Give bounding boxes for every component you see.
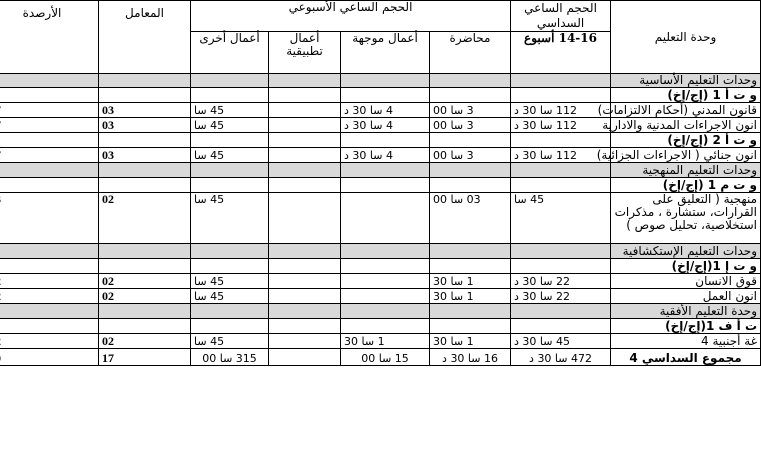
cell-other: 45 سا [191,334,269,349]
cell-credits [0,163,99,178]
cell-credits [0,118,99,133]
cell-coef: 02 [99,334,191,349]
cell-credits [0,289,99,304]
cell-credits [0,334,99,349]
header-coefficient: المعامل [99,1,191,74]
cell-lecture: 1 سا 30 [430,289,511,304]
cell-semester [511,259,611,274]
table-row [0,334,761,349]
cell-lecture: 3 سا 00 [430,148,511,163]
cell-credits [0,88,99,103]
cell-credits [0,133,99,148]
header-unit: وحدة التعليم [611,1,761,74]
table-row [0,118,761,133]
cell-coef [99,88,191,103]
cell-directed [341,193,430,244]
cell-unit: و ت أ 1 (إج/إخ) [611,88,761,103]
cell-applied [269,334,341,349]
cell-lecture: 16 سا 30 د [430,349,511,366]
cell-other: 45 سا [191,118,269,133]
cell-coef [99,74,191,88]
cell-semester: 112 سا 30 د [511,103,611,118]
cell-unit: قوق الانسان [611,274,761,289]
cell-lecture [430,244,511,259]
cell-credits [0,304,99,319]
cell-applied [269,178,341,193]
cell-applied [269,319,341,334]
cell-directed: 1 سا 30 [341,334,430,349]
cell-directed [341,74,430,88]
cell-other: 45 سا [191,103,269,118]
cell-lecture: 3 سا 00 [430,118,511,133]
cell-coef [99,178,191,193]
header-credits: الأرصدة [0,1,99,74]
cell-directed [341,319,430,334]
cell-directed: 4 سا 30 د [341,118,430,133]
cell-coef [99,259,191,274]
cell-unit: وحدات التعليم الإستكشافية [611,244,761,259]
cell-applied [269,274,341,289]
cell-directed [341,133,430,148]
cell-directed [341,274,430,289]
cell-other: 45 سا [191,193,269,244]
cell-directed [341,163,430,178]
cell-semester: 112 سا 30 د [511,118,611,133]
cell-lecture [430,133,511,148]
cell-other: 45 سا [191,148,269,163]
cell-unit: وحدات التعليم المنهجية [611,163,761,178]
header-directed: أعمال موجهة [341,32,430,74]
cell-lecture [430,304,511,319]
cell-semester: 22 سا 30 د [511,274,611,289]
cell-semester [511,178,611,193]
cell-coef [99,244,191,259]
table-row [0,148,761,163]
header-semester-volume: الحجم الساعي السداسي [511,1,611,32]
cell-semester [511,88,611,103]
cell-unit: ت أ ف 1(إج/إخ) [611,319,761,334]
cell-credits [0,103,99,118]
cell-directed [341,244,430,259]
table-row [0,193,761,244]
cell-unit: وحدة التعليم الأفقية [611,304,761,319]
cell-applied [269,163,341,178]
cell-unit: و ت أ 2 (إج/إخ) [611,133,761,148]
cell-other: 315 سا 00 [191,349,269,366]
cell-applied [269,118,341,133]
cell-semester: 112 سا 30 د [511,148,611,163]
cell-coef [99,319,191,334]
cell-lecture: 3 سا 00 [430,103,511,118]
cell-unit: قانون المدني (أحكام الالتزامات) [611,103,761,118]
cell-coef: 03 [99,148,191,163]
cell-semester: 472 سا 30 د [511,349,611,366]
cell-unit: انون العمل [611,289,761,304]
cell-unit: منهجية ( التعليق على القرارات، ستشارة ، مذكرات استخلاصية، تحليل صوص ) [611,193,761,244]
cell-lecture [430,319,511,334]
cell-applied [269,349,341,366]
cell-unit: انون الاجراءات المدنية والادارية [611,118,761,133]
cell-semester [511,244,611,259]
cell-credits [0,319,99,334]
subsection-row [0,319,761,334]
cell-other [191,163,269,178]
header-weeks: 14-16 أسبوع [511,32,611,74]
cell-lecture: 03 سا 00 [430,193,511,244]
cell-coef: 03 [99,103,191,118]
cell-unit: وحدات التعليم الأساسية [611,74,761,88]
section-row [0,244,761,259]
cell-credits [0,259,99,274]
cell-coef: 17 [99,349,191,366]
cell-credits [0,178,99,193]
cell-coef: 02 [99,289,191,304]
cell-applied [269,193,341,244]
cell-lecture [430,178,511,193]
cell-directed [341,88,430,103]
cell-credits [0,349,99,366]
cell-unit: و ت م 1 (إج/إخ) [611,178,761,193]
cell-unit: مجموع السداسي 4 [611,349,761,366]
cell-applied [269,148,341,163]
cell-coef [99,304,191,319]
cell-applied [269,74,341,88]
cell-unit: انون جنائي ( الاجراءات الجزائية) [611,148,761,163]
header-other: أعمال أخرى [191,32,269,74]
cell-applied [269,103,341,118]
table-row [0,274,761,289]
cell-other [191,74,269,88]
cell-unit: و ت إ 1(إج/إخ) [611,259,761,274]
cell-coef [99,133,191,148]
cell-directed: 15 سا 00 [341,349,430,366]
cell-applied [269,244,341,259]
section-row [0,163,761,178]
table-row [0,103,761,118]
cell-applied [269,88,341,103]
cell-lecture [430,163,511,178]
cell-unit: غة أجنبية 4 [611,334,761,349]
subsection-row [0,178,761,193]
cell-semester: 45 سا [511,193,611,244]
cell-semester [511,133,611,148]
cell-lecture [430,259,511,274]
header-weekly-volume: الحجم الساعي الأسبوعي [191,1,511,32]
cell-semester [511,163,611,178]
cell-credits [0,244,99,259]
cell-other: 45 سا [191,289,269,304]
cell-credits [0,193,99,244]
cell-other [191,319,269,334]
section-row [0,304,761,319]
cell-semester: 22 سا 30 د [511,289,611,304]
cell-semester: 45 سا 30 د [511,334,611,349]
cell-coef: 03 [99,118,191,133]
cell-coef [99,163,191,178]
cell-lecture: 1 سا 30 [430,334,511,349]
cell-directed: 4 سا 30 د [341,103,430,118]
cell-semester [511,74,611,88]
cell-lecture [430,88,511,103]
cell-lecture [430,74,511,88]
cell-applied [269,304,341,319]
cell-other [191,133,269,148]
section-row [0,74,761,88]
subsection-row [0,259,761,274]
subsection-row [0,88,761,103]
cell-lecture: 1 سا 30 [430,274,511,289]
cell-directed: 4 سا 30 د [341,148,430,163]
cell-applied [269,289,341,304]
cell-applied [269,259,341,274]
cell-credits [0,74,99,88]
cell-other [191,304,269,319]
cell-credits [0,274,99,289]
cell-other [191,244,269,259]
cell-directed [341,178,430,193]
cell-applied [269,133,341,148]
cell-other [191,178,269,193]
table-row [0,289,761,304]
table-body [0,74,761,366]
cell-semester [511,304,611,319]
cell-coef: 02 [99,274,191,289]
cell-directed [341,304,430,319]
header-lecture: محاضرة [430,32,511,74]
header-applied: أعمال تطبيقية [269,32,341,74]
cell-other [191,259,269,274]
total-row [0,349,761,366]
cell-semester [511,319,611,334]
cell-other [191,88,269,103]
cell-coef: 02 [99,193,191,244]
cell-credits [0,148,99,163]
cell-other: 45 سا [191,274,269,289]
cell-directed [341,289,430,304]
cell-directed [341,259,430,274]
subsection-row [0,133,761,148]
